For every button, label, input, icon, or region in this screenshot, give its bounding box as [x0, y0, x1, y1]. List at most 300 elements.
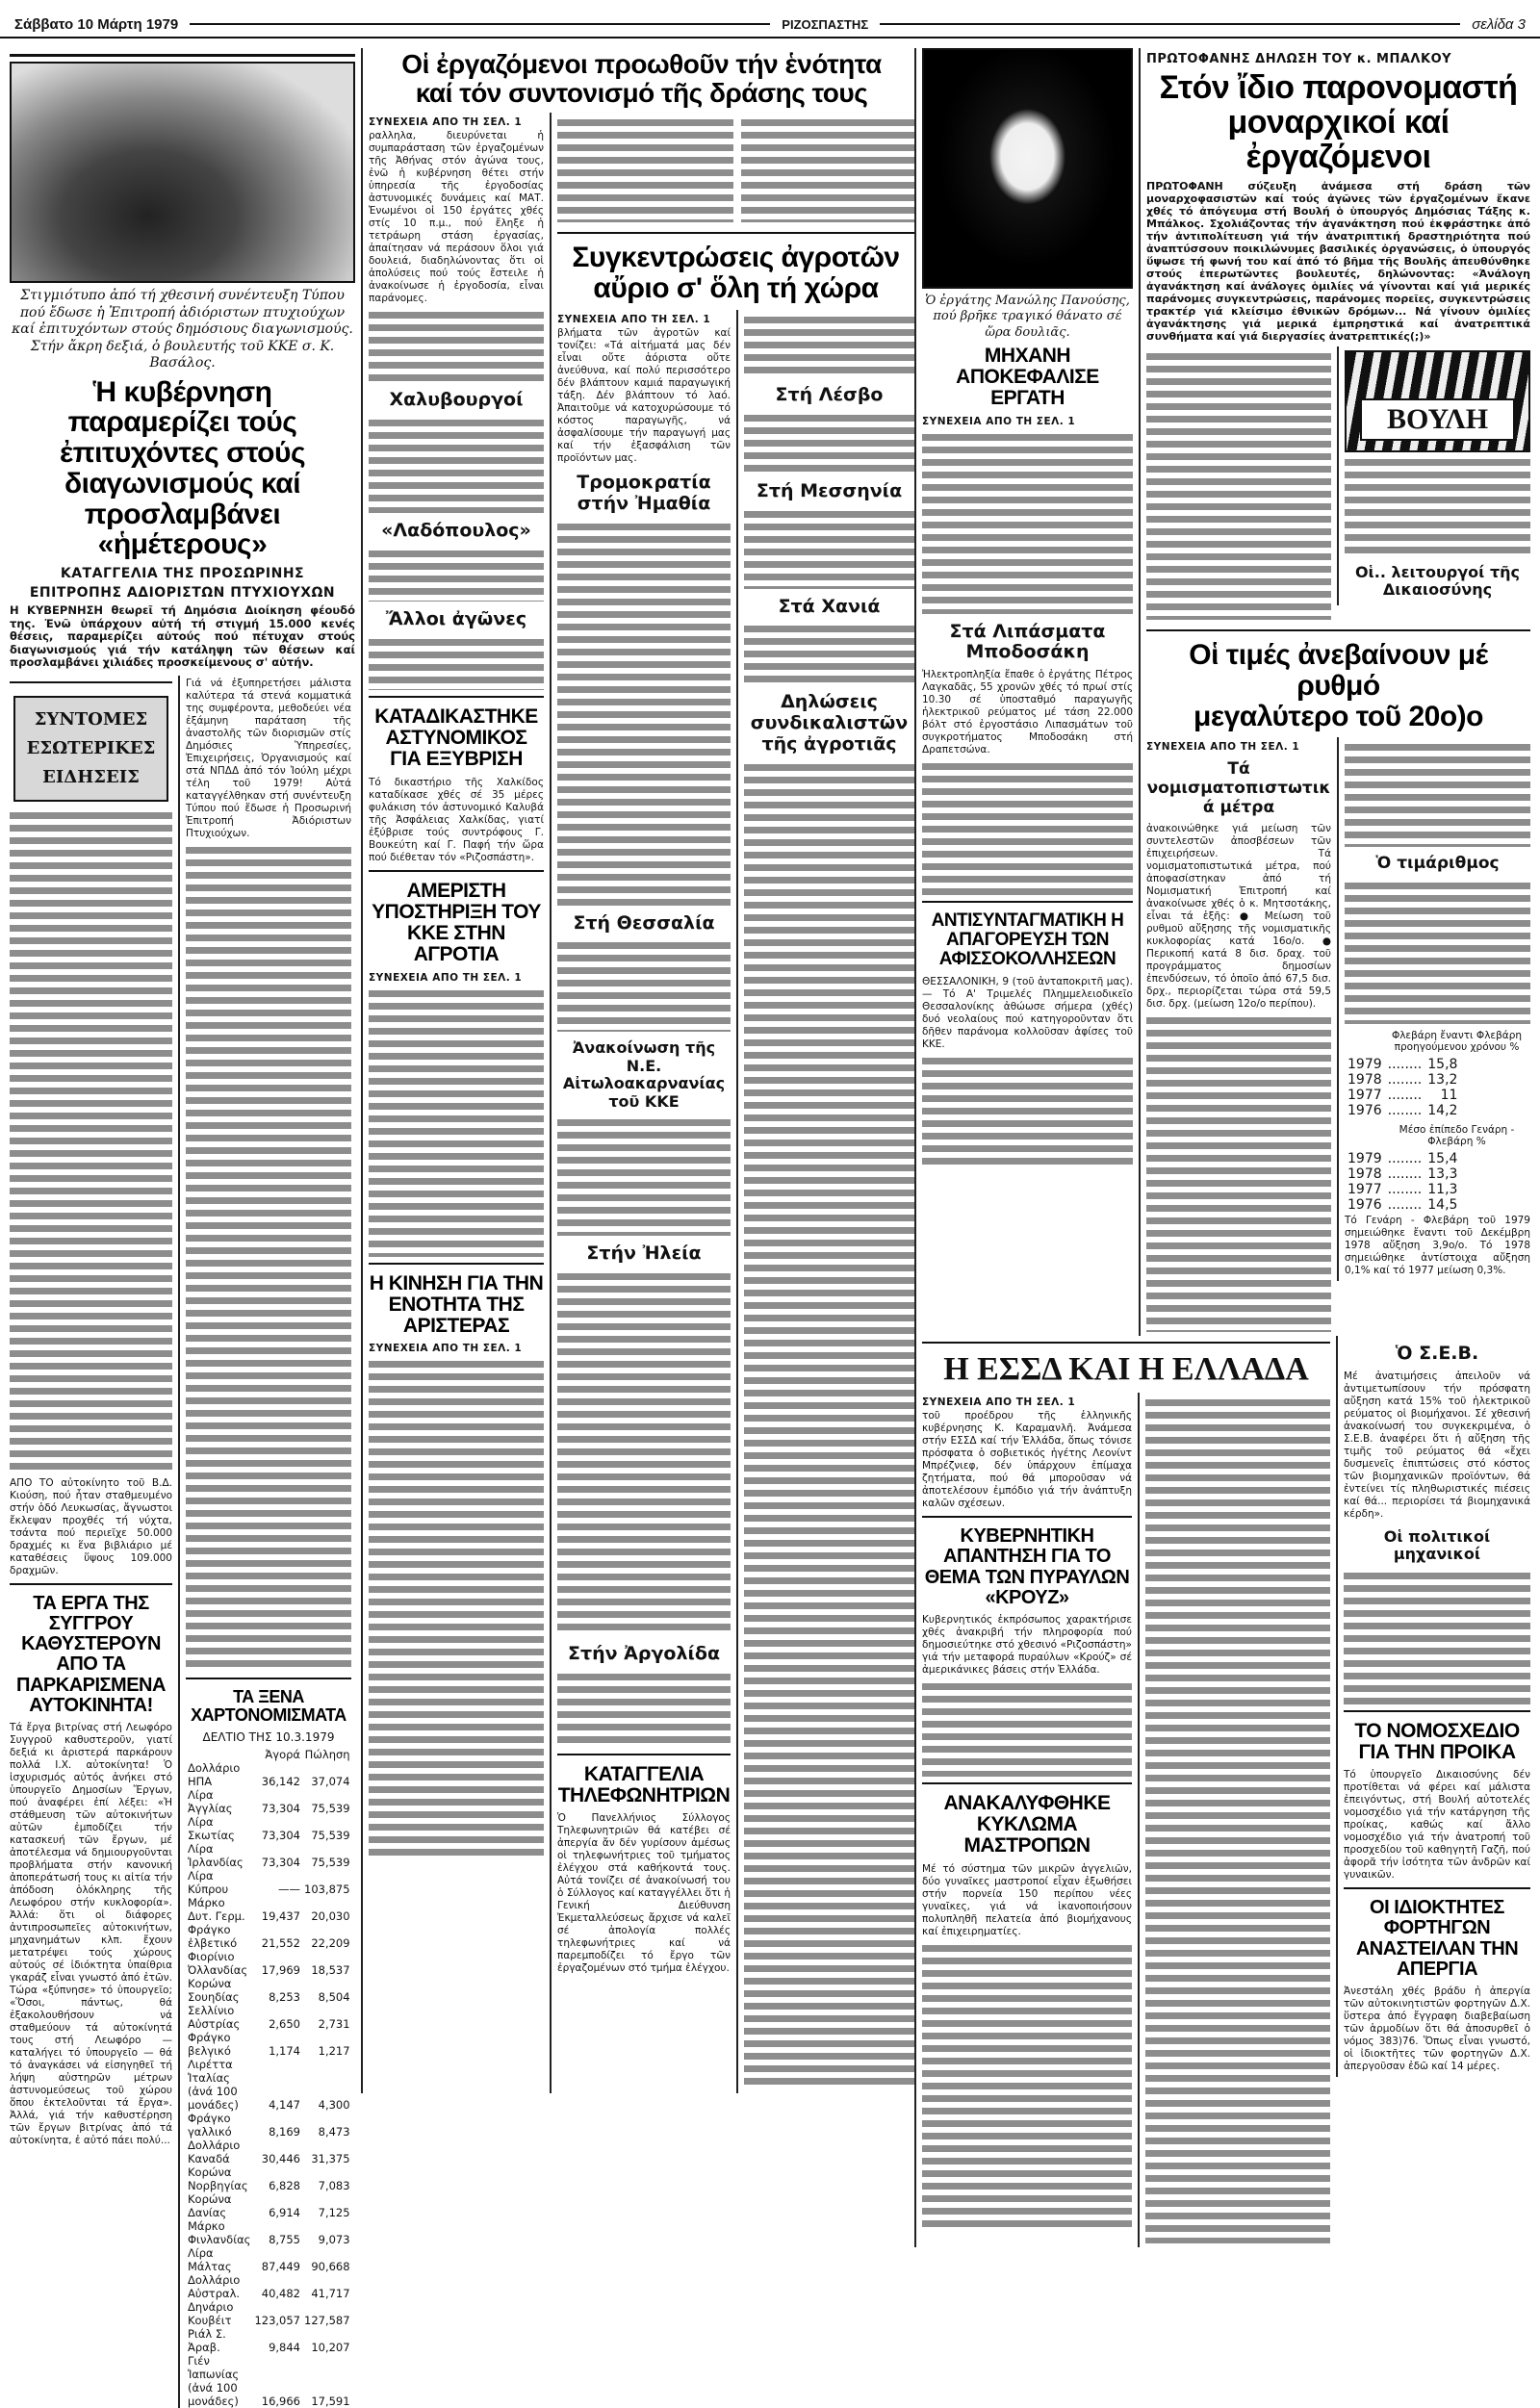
headline-worker-death [922, 346, 1133, 410]
text-column [741, 116, 914, 222]
column-left [10, 48, 361, 2408]
right-columns [1139, 48, 1530, 1336]
headline-left-unity [369, 1273, 544, 1338]
kicker-1: ΚΑΤΑΓΓΕΛΙΑ ΤΗΣ ΠΡΟΣΩΡΙΝΗΣ [60, 566, 305, 582]
index-row [1345, 1057, 1460, 1072]
dowry-body: Τό ὑπουργεῖο Δικαιοσύνης δέν προτίθεται νά φέρει καί μάλιστα ἐπειγόντως, στή Βουλή αὐτοτελές νομοσχέδιο γιά τήν κατάργηση τῆς προίκας, καθώς καί ἄλλο νομοσχέδιο γιά τήν ἀνατροπή τοῦ προσχεδίου τοῦ καθηγητῆ Γαζῆ, πού ἀφορᾶ τήν ἰσότητα τῶν ἀνδρῶν καί γυναικῶν. [1344, 1769, 1530, 1882]
currency-buy: —— [278, 1882, 300, 1896]
headline-cruise-missiles [922, 1526, 1132, 1608]
currency-sell: 9,073 [318, 2232, 350, 2246]
continued-label: ΣΥΝΕΧΕΙΑ ΑΠΟ ΤΗ ΣΕΛ. 1 [922, 415, 1076, 427]
seb-body: Μέ ἀνατιμήσεις ἀπειλοῦν νά ἀντιμετωπίσουν τήν πρόσφατη αὔξηση κατά 15% τοῦ ἠλεκτρικοῦ ρεύματος οἱ βιομήχανοι. Σέ χθεσινή ἀνακοίνωσή του συγκεκριμένα, ὁ Σ.Ε.Β. ἀναφέρει ὅτι ἡ αὔξηση τῆς τιμῆς τοῦ ρεύματος θά «ἔχει δυσμενεῖς ἐπιπτώσεις στό κόστος τῶν βιομηχανικῶν προϊόντων, θά ἐντείνει τίς πληθωριστικές πιέσεις καί θά... περιορίσει τά βιομηχανικά κέρδη». [1344, 1370, 1530, 1520]
headline-dowry [1344, 1721, 1530, 1764]
text-column [922, 431, 1133, 614]
col-sell: Πώληση [304, 1747, 350, 1761]
subhead-monetary: Τά νομισματοπιστωτικά μέτρα [1146, 759, 1331, 817]
left-subcolumn-1 [10, 676, 178, 2151]
currency-buy: 36,142 [261, 1774, 300, 1788]
text-column [922, 1942, 1132, 2231]
currency-buy: 8,169 [269, 2124, 300, 2139]
currency-name: Μάρκο Φινλανδίας [188, 2218, 251, 2246]
ussr-body: τοῦ προέδρου τῆς ἑλληνικῆς κυβέρνησης Κ. Καραμανλῆ. Ἀνάμεσα στήν ΕΣΣΔ καί τήν Ἑλλάδα, ὅπως τόνισε πρόσφατα ὁ σοβιετικός ἡγέτης Λεονίντ Μπρέζνιεφ, δέν ὑπάρχουν ἐπίμαχα ζητήματα, πού θά μποροῦσαν νά ἀποτελέσουν ἐμπόδιο γιά τήν ἀνάπτυξη καλῶν σχέσεων. [922, 1410, 1132, 1510]
currency-buy: 17,969 [261, 1962, 300, 1977]
ussr-subcolumn-2 [1138, 1393, 1330, 2247]
text-column [1344, 1570, 1530, 1704]
currency-name: Κορώνα Νορβηγίας [188, 2165, 248, 2192]
left-subcolumn-2 [178, 676, 351, 2408]
currency-sell: 75,539 [311, 1801, 350, 1815]
col-buy: Ἀγορά [265, 1747, 300, 1761]
price-index-table-2 [1345, 1151, 1460, 1213]
text-column [922, 760, 1133, 895]
currency-row [186, 2219, 352, 2246]
divider [10, 54, 355, 62]
index-year: 1978 [1348, 1072, 1382, 1089]
currency-sell: 20,030 [311, 1908, 350, 1923]
text-column [744, 761, 914, 2089]
headline-syngrou [10, 1594, 172, 1716]
index-value: 13,3 [1427, 1166, 1458, 1183]
currency-row [186, 1923, 352, 1950]
text-column [369, 548, 544, 602]
headline-text: ΤΟ ΝΟΜΟΣΧΕΔΙΟ ΓΙΑ ΤΗΝ ΠΡΟΙΚΑ [1354, 1719, 1520, 1763]
subhead-messinia: Στή Μεσσηνία [756, 479, 903, 501]
headline-prices [1146, 640, 1530, 731]
headline-poster-ban [922, 911, 1133, 969]
index-year: 1977 [1348, 1182, 1382, 1198]
graduates-body: Γιά νά ἐξυπηρετήσει μάλιστα καλύτερα τά στενά κομματικά της συμφέροντα, μεθοδεύει νέα ἐξάμηνη παράταση τῆς ἀναστολῆς τῶν διορισμῶν στίς Δημόσιες Ὑπηρεσίες, Ἐπιχειρήσεις, Ὀργανισμούς καί στά ΝΠΔΔ ἀπό τόν Ἰούλη μέχρι τέλη τοῦ 1979! Αὐτά καταγγέλθηκαν στή συνέντευξη Τύπου πού ἔδωσε ἡ Προσωρινή Ἐπιτροπή Ἀδιόριστων Πτυχιούχων. [186, 677, 351, 839]
divider [922, 1342, 1330, 1348]
center-subcolumn-c [736, 310, 914, 2093]
text-column [744, 508, 914, 589]
currency-row [186, 2246, 352, 2273]
right-bottom [922, 1336, 1530, 2247]
currency-name: Δολλάριο Αὐστραλ. [188, 2272, 241, 2300]
index-year: 1979 [1348, 1151, 1382, 1167]
divider [369, 870, 544, 877]
currency-name: Ριάλ Σ. Ἀραβ. [188, 2326, 226, 2354]
header-rule [190, 23, 770, 25]
headline-balkos [1146, 70, 1530, 174]
text-column [369, 309, 544, 382]
currency-sell: 8,473 [318, 2124, 350, 2139]
index-value: 11 [1440, 1088, 1458, 1104]
currency-row [186, 2112, 352, 2139]
worker-portrait-photo [922, 48, 1133, 289]
currency-row [186, 1950, 352, 1977]
continued-label: ΣΥΝΕΧΕΙΑ ΑΠΟ ΤΗ ΣΕΛ. 1 [369, 116, 523, 129]
right-subcolumn-e-bottom [1336, 1336, 1530, 2077]
currency-name: Δηνάριο Κουβέιτ [188, 2299, 234, 2327]
divider [922, 1782, 1132, 1789]
headline-line: μοναρχικοί καί ἐργαζόμενοι [1227, 104, 1450, 176]
leader-dots: ........ [1387, 1088, 1423, 1104]
currency-sell: 17,591 [311, 2394, 350, 2408]
text-column [744, 314, 914, 377]
headline-line: μεγαλύτερο τοῦ 20ο)ο [1194, 700, 1483, 732]
currency-buy: 9,844 [269, 2340, 300, 2354]
divider [1146, 629, 1530, 636]
headline-line: Στόν ἴδιο παρονομαστή [1159, 69, 1518, 106]
center-subcolumns-bc [550, 113, 914, 2093]
headline-text: ΚΑΤΑΓΓΕΛΙΑ ΤΗΛΕΦΩΝΗΤΡΙΩΝ [557, 1762, 731, 1806]
currency-row [186, 2004, 352, 2031]
divider [1344, 1710, 1530, 1717]
photo-caption: Στιγμιότυπο ἀπό τή χθεσινή συνέντευξη Τύπου πού ἔδωσε ἡ Ἐπιτροπή ἀδιόριστων πτυχιούχων καί ἐπιτυχόντων στούς δημόσιους διαγωνισμούς. Στήν ἄκρη δεξιά, ὁ βουλευτής τοῦ ΚΚΕ σ. Κ. Βασάλος. [12, 288, 353, 371]
subhead-aitoloakarnania: Ἀνακοίνωση τῆς Ν.Ε. Αἰτωλοακαρνανίας τοῦ ΚΚΕ [562, 1038, 726, 1111]
phone-body: Ὁ Πανελλήνιος Σύλλογος Τηλεφωνητριῶν θά κατέβει σέ ἀπεργία ἄν δέν γυρίσουν ἀμέσως οἱ τηλεφωνήτριες τοῦ τμήματος ἐλέγχου στά καθήκοντά τους. Αὐτά τονίζει σέ ἀνακοίνωσή του ὁ Σύλλογος καί καταγγέλλει ὅτι ἡ Γενική Διεύθυνση Ἐκμεταλλεύσεως ἄρχισε νά καλεῖ σέ ἀπολογία πολλές τηλεφωνήτριες καί νά παρεμποδίζει τό ἔργο τῶν ἐργαζομένων στό τμήμα ἐλέγχου. [557, 1812, 731, 1975]
divider [186, 1678, 351, 1684]
ussr-area [922, 1336, 1336, 2247]
currency-name: Λίρα Ἰρλανδίας [188, 1841, 244, 1869]
text-column [10, 809, 172, 1473]
headline-text: ΜΗΧΑΝΗ ΑΠΟΚΕΦΑΛΙΣΕ ΕΡΓΑΤΗ [956, 344, 1099, 410]
briefs-box [13, 696, 168, 802]
currency-buy: 73,304 [261, 1855, 300, 1869]
center-subcolumn-a [369, 113, 550, 1862]
text-column [369, 987, 544, 1257]
currency-name: Κορώνα Δανίας [188, 2191, 232, 2219]
header-rule [880, 23, 1460, 25]
index-year: 1976 [1348, 1197, 1382, 1214]
currency-sell: 37,074 [311, 1774, 350, 1788]
text-column [557, 116, 733, 222]
parliament-logo-text: ΒΟΥΛΗ [1360, 398, 1515, 441]
currency-row [186, 1842, 352, 1869]
column-center [361, 48, 914, 2093]
prices-body: ἀνακοινώθηκε γιά μείωση τῶν συντελεστῶν ἀποσβέσεων τῶν ἐπιχειρήσεων. Τά νομισματοπιστωτικά μέτρα, πού ἀποφασίστηκαν ἀπό τή Νομισματική Ἐπιτροπή καί ἀνακοίνωσε χθές ὁ κ. Μητσοτάκης, εἶναι τά ἑξῆς: ● Μείωση τοῦ ρυθμοῦ αὔξησης τῆς νομισματικῆς κυκλοφορίας κατά 16ο/ο. ● Περικοπή κατά 8 δισ. δραχ. τοῦ προγράμματος δημοσίων ἐπενδύσεων, τό ὁποῖο ἀπό 67,5 δισ. δρχ., περιορίζεται τώρα στά 59,5 δισ. δρχ. (μείωση 12ο/ο περίπου). [1146, 823, 1331, 1011]
currency-header-row [186, 1748, 352, 1761]
subhead-steelworkers: Χαλυβουργοί [389, 389, 524, 411]
index-year: 1976 [1348, 1103, 1382, 1119]
text-column [922, 1680, 1132, 1777]
leader-dots: ........ [1387, 1151, 1423, 1167]
currency-sell: 7,083 [318, 2178, 350, 2192]
currency-name: Κορώνα Σουηδίας [188, 1976, 240, 2004]
index-year: 1979 [1348, 1057, 1382, 1073]
index-row [1345, 1088, 1460, 1103]
currency-sell: 10,207 [311, 2340, 350, 2354]
currency-name: Φράγκο ἐλβετικό [188, 1922, 238, 1950]
text-column [557, 1116, 731, 1236]
continued-label: ΣΥΝΕΧΕΙΑ ΑΠΟ ΤΗ ΣΕΛ. 1 [369, 971, 523, 984]
divider [557, 232, 914, 239]
currency-sell: 41,717 [311, 2286, 350, 2300]
currency-sell: 103,875 [304, 1882, 350, 1896]
currency-row [186, 1761, 352, 1788]
briefs-line: ΣΥΝΤΟΜΕΣ [34, 708, 148, 730]
lead-graduates: Η ΚΥΒΕΡΝΗΣΗ θεωρεῖ τή Δημόσια Διοίκηση φέουδό της. Ἐνῶ ὑπάρχουν αὐτή τή στιγμή 15.000 κενές θέσεις, παραμερίζει αὐτούς πού πέτυχαν στούς διαγωνισμούς γιά τήν κατάληψη τῶν θέσεων καί προσλαμβάνει χιλιάδες προσκείμενους σ' αὐτήν. [10, 603, 355, 670]
currency-row [186, 2139, 352, 2165]
currency-buy: 40,482 [261, 2286, 300, 2300]
currency-sell: 7,125 [318, 2205, 350, 2219]
divider [369, 1263, 544, 1269]
brief-item: ΑΠΟ ΤΟ αὐτοκίνητο τοῦ Β.Δ. Κιούση, πού ἦταν σταθμευμένο στήν ὁδό Λευκωσίας, ἄγνωστοι ἔκλεψαν προχθές τή νύχτα, τσάντα πού περιεῖχε 50.000 δραχμές κι ἕνα βιβλιάριο μέ καταθέσεις ὕψους 109.000 δραχμῶν. [10, 1476, 172, 1576]
headline-text: Ἡ κυβέρνηση παραμερίζει τούς ἐπιτυχόντες στούς διαγωνισμούς καί προσλαμβάνει «ἡμέτερους» [59, 375, 306, 561]
index-value: 11,3 [1427, 1182, 1458, 1198]
page-body [0, 38, 1540, 2408]
ussr-subcolumn-1 [922, 1393, 1138, 2235]
headline-farmers [557, 243, 914, 304]
currency-name: Δολλάριο ΗΠΑ [188, 1760, 241, 1788]
parliament-logo [1345, 350, 1530, 452]
currency-name: Λίρα Σκωτίας [188, 1814, 235, 1842]
headline-line: καί τόν συντονισμό τῆς δράσης τους [415, 77, 868, 108]
issue-date: Σάββατο 10 Μάρτη 1979 [14, 15, 179, 33]
leader-dots: ........ [1387, 1182, 1423, 1198]
currency-sell: 1,217 [318, 2043, 350, 2058]
currency-name: Φιορίνιο Ὀλλανδίας [188, 1949, 248, 1977]
leader-dots: ........ [1387, 1197, 1423, 1214]
text-column [1345, 880, 1530, 1024]
kicker-2: ΕΠΙΤΡΟΠΗΣ ΑΔΙΟΡΙΣΤΩΝ ΠΤΥΧΙΟΥΧΩΝ [29, 585, 336, 602]
currency-row [186, 2354, 352, 2408]
index-note: Τό Γενάρη - Φλεβάρη τοῦ 1979 σημειώθηκε ἔναντι τοῦ Δεκέμβρη 1978 αὔξηση 3,9ο/ο. Τό 1978 σημειώθηκε ἀντίστοιχα αὔξηση 0,1% καί τό 1977 μείωση 0,3%. [1345, 1215, 1530, 1277]
subhead-other-struggles: Ἄλλοι ἀγῶνες [385, 608, 527, 630]
syngrou-body: Τά ἔργα βιτρίνας στή Λεωφόρο Συγγροῦ καθυστεροῦν, γιατί δεξιά κι ἀριστερά παρκάρουν πολλά Ι.Χ. αὐτοκίνητα! Ὁ ἰσχυρισμός αὐτός ἀνήκει στό ὑπουργεῖο Δημοσίων Ἔργων, πού ἀναφέρει ἐπί λέξει: «Ἡ στάθμευση τῶν αὐτοκινήτων αὐτῶν ἐμποδίζει τήν κατασκευή τῶν ἔργων, μέ ἀποτέλεσμα νά δημιουργοῦνται προβλήματα στήν κανονική ἀποπεράτωσή τους κι αἰτία τήν ἀπόδοση ὁλόκληρης τῆς Λεωφόρου στήν κυκλοφορία». Ἀλλά: ὅτι οἱ διάφορες ἀντιπροσωπεῖες αὐτοκινήτων, μηχανημάτων κλπ. ἔχουν μετατρέψει τούς χώρους αὐτούς σέ ἰδιόκτητα ὑπαίθρια γκαράζ εἶναι γνωστό ἀπό ἐτῶν. Τώρα «ξύπνησε» τό ὑπουργεῖο; «Ὅσοι, πάντως, θά ἐξακολουθήσουν νά σταθμεύουν τά αὐτοκίνητά τους στή Λεωφόρο — καταλήγει τό ὑπουργεῖο — θά τό ἀναγκάσει νά εἰσηγηθεῖ τή λήψη αὐστηρῶν μέτρων ἀστυνομεύσεως τοῦ χώρου ὅπου ἐκτελοῦνται τά ἔργα». Ἀλλά, γιά τήν καθυστέρηση τῶν ἔργων βιτρίνας ἀπό τά αὐτοκίνητα, ἐ αὐτό πάει πολύ... [10, 1721, 172, 2146]
briefs-title [15, 705, 167, 792]
currency-row [186, 2192, 352, 2219]
headline-workers [369, 50, 914, 107]
briefs-line: ΕΣΩΤΕΡΙΚΕΣ [26, 737, 156, 758]
workers-body: ραλληλα, διευρύνεται ἡ συμπαράσταση τῶν ἐργαζομένων τῆς Ἀθήνας στόν ἀγώνα τους, ἐνῶ ἡ κυβέρνηση θέτει στήν ὑπηρεσία τῆς ἐργοδοσίας ἀστυνομικές δυνάμεις καί ΜΑΤ. Ἑνωμένοι οἱ 150 ἐργάτες χθές στίς 10 π.μ., πού ἔληξε ἡ τετράωρη στάση ἐργασίας, ἀπαίτησαν νά περάσουν ὅλοι γιά δουλειά, διαδηλώνοντας ὅτι οἱ ἀπολύσεις πού τούς ἔστειλε ἡ ἀνακοίνωσε ἡ ἐργοδοσία, εἶναι παράνομες. [369, 130, 544, 305]
index-value: 15,4 [1427, 1151, 1458, 1167]
right-subcolumn-e [1337, 346, 1530, 605]
text-column [369, 636, 544, 690]
currency-row [186, 2165, 352, 2192]
page-header [0, 0, 1540, 38]
headline-text: ΟΙ ΙΔΙΟΚΤΗΤΕΣ ΦΟΡΤΗΓΩΝ ΑΝΑΣΤΕΙΛΑΝ ΤΗΝ ΑΠΕΡΓΙΑ [1355, 1897, 1519, 1980]
right-top [922, 48, 1530, 1336]
headline-police [369, 706, 544, 771]
index-heading-1: Φλεβάρη ἔναντι Φλεβάρη προηγούμενου χρόνου % [1391, 1030, 1523, 1054]
currency-buy: 73,304 [261, 1828, 300, 1842]
police-body: Τό δικαστήριο τῆς Χαλκίδος καταδίκασε χθές σέ 35 μέρες φυλάκιση τόν ἀστυνομικό Καλυβά τῆς Ἀσφάλειας Χαλκίδας, γιατί ἐξύβρισε τούς συντρόφους Γ. Βουκεύτη καί Γ. Παφή τήν ὥρα πού διέθεταν τόν «Ριζοσπάστη». [369, 776, 544, 863]
masthead: ΡΙΖΟΣΠΑΣΤΗΣ [782, 16, 869, 32]
currency-buy: 1,174 [269, 2043, 300, 2058]
subhead-fertilizers: Στά Λιπάσματα Μποδοσάκη [949, 620, 1106, 663]
subhead-ladopoulos: «Λαδόπουλος» [381, 520, 531, 542]
balkos-kicker: ΠΡΩΤΟΦΑΝΗΣ ΔΗΛΩΣΗ ΤΟΥ κ. ΜΠΑΛΚΟΥ [1146, 52, 1452, 66]
currency-row [186, 1788, 352, 1815]
continued-label: ΣΥΝΕΧΕΙΑ ΑΠΟ ΤΗ ΣΕΛ. 1 [922, 1396, 1076, 1409]
text-column [557, 1270, 731, 1636]
farmers-body: βλήματα τῶν ἀγροτῶν καί τονίζει: «Τά αἰτήματά μας δέν εἶναι οὔτε ἀόριστα οὔτε ἀνεύθυνα, καί πολύ περισσότερο δέν βλάπτουν καμιά παραγωγική τάξη. Δέν βλάπτουν τό λαό. Ἀπαιτοῦμε νά κατοχυρώσουμε τό κόστος παραγωγῆς, νά ἀσφαλίσουμε τήν παραγωγή μας καί τήν ἐξασφάλιση τῶν προϊόντων μας. [557, 326, 731, 464]
text-column [1345, 456, 1530, 556]
balkos-subcolumns [1146, 346, 1530, 624]
currency-row [186, 1896, 352, 1923]
headline-phone-operators [557, 1764, 731, 1807]
currency-buy: 8,755 [269, 2232, 300, 2246]
text-column [557, 521, 731, 906]
subhead-justice: Οἱ.. λειτουργοί τῆς Δικαιοσύνης [1354, 563, 1521, 600]
currency-row [186, 2058, 352, 2112]
subhead-unionists: Δηλώσεις συνδικαλιστῶν τῆς ἀγροτιᾶς [750, 691, 909, 756]
headline-line: αὔριο σ' ὅλη τή χώρα [593, 272, 879, 305]
page-number: σελίδα 3 [1472, 15, 1526, 33]
subhead-lesvos: Στή Λέσβο [775, 383, 884, 405]
currency-buy: 19,437 [261, 1908, 300, 1923]
headline-text: ΚΥΒΕΡΝΗΤΙΚΗ ΑΠΑΝΤΗΣΗ ΓΙΑ ΤΟ ΘΕΜΑ ΤΩΝ ΠΥΡΑΥΛΩΝ «ΚΡΟΥΖ» [924, 1525, 1130, 1608]
currency-name: Φράγκο βελγικό [188, 2030, 231, 2058]
index-row [1345, 1197, 1460, 1213]
currency-row [186, 2273, 352, 2300]
center-subcolumns [369, 113, 914, 2093]
currency-name: Λίρα Ἀγγλίας [188, 1787, 233, 1815]
subhead-price-index: Ὁ τιμάριθμος [1375, 854, 1500, 874]
headline-graduates [10, 377, 355, 561]
briefs-line: ΕΙΔΗΣΕΙΣ [42, 766, 140, 787]
headline-ussr-greece: Η ΕΣΣΔ ΚΑΙ Η ΕΛΛΑΔΑ [943, 1351, 1309, 1388]
headline-text: ΚΑΤΑΔΙΚΑΣΤΗΚΕ ΑΣΤΥΝΟΜΙΚΟΣ ΓΙΑ ΕΞΥΒΡΙΣΗ [374, 704, 538, 771]
continued-label: ΣΥΝΕΧΕΙΑ ΑΠΟ ΤΗ ΣΕΛ. 1 [1146, 741, 1300, 754]
balkos-lead: ΠΡΩΤΟΦΑΝΗ σύζευξη ἀνάμεσα στή δράση τῶν μοναρχοφασιστῶν καί τούς ἀγῶνες τῶν ἐργαζομένων ἔκανε χθές τό ἀπόγευμα στή Βουλή ὁ ὑπουργός Δημόσιας Τάξης κ. Μπάλκος. Σχολιάζοντας τήν ἀγανάκτηση πού ἐκφράστηκε ἀπό τήν ἀντιπολίτευση γιά τήν ἀνατριπτική δραστηριότητα πού ἀναπτύσσουν ποικιλώνυμες βασιλικές ὀργανώσεις, ὁ ὑπουργός ὕψωσε τή φωνή του καί ἀπό τό βῆμα τῆς Βουλῆς ἀπευθύνθηκε στούς ἐπερωτῶντες βουλευτές, δηλώνοντας: «Ἀνάλογη ἀγανάκτηση καί ἀνάλογες ὁμιλίες νά γίνονται καί γιά μερικές παράνομες συγκεντρώσεις, παράνομες πορεῖες, συγκεντρώσεις τρακτέρ γιά κλείσιμο ἐθνικῶν δρόμων... Νά γίνουν ὁμιλίες ἀγανάκτησης γιά μερικά ἐμπρηστικά καί ἀνατρεπτικά συνθήματα καί γιά διεργασίες ἀνατρεπτικές(;)» [1146, 180, 1530, 344]
bc-bottom [557, 310, 914, 2093]
trucks-body: Ἀνεστάλη χθές βράδυ ἡ ἀπεργία τῶν αὐτοκινητιστῶν φορτηγῶν Δ.Χ. ὕστερα ἀπό ἔγγραφη διαβεβαίωση τῶν ἁρμοδίων ὅτι θά ἀποσυρθεῖ ὁ νόμος 383)76. Ὅπως εἶναι γνωστό, οἱ ἰδιοκτῆτες τῶν φορτηγῶν Δ.Χ. ἀπεργοῦσαν ἐδῶ καί 14 μέρες. [1344, 1985, 1530, 2072]
currency-buy: 73,304 [261, 1801, 300, 1815]
currency-sell: 4,300 [318, 2097, 350, 2112]
worker-photo-caption: Ὁ ἐργάτης Μανώλης Πανούσης, πού βρῆκε τραγικό θάνατο σέ ὥρα δουλιᾶς. [925, 294, 1130, 340]
currency-buy: 2,650 [269, 2016, 300, 2031]
ring-body: Μέ τό σύστημα τῶν μικρῶν ἀγγελιῶν, δύο γυναῖκες μαστροποί εἶχαν ἐξωθήσει στήν πορνεία 150 περίπου νέες γυναῖκες, γιά νά ἱκανοποιήσουν πολυπληθῆ πελατεία ἀπό βιομήχανους καί ἐπιχειρηματίες. [922, 1862, 1132, 1937]
subhead-thessaly: Στή Θεσσαλία [573, 911, 715, 934]
leader-dots: ........ [1387, 1166, 1423, 1183]
currency-sell: 90,668 [311, 2259, 350, 2273]
currency-buy: 6,914 [269, 2205, 300, 2219]
photo-column [922, 48, 1139, 1174]
index-row [1345, 1151, 1460, 1166]
index-value: 14,2 [1427, 1103, 1458, 1119]
divider [10, 1583, 172, 1590]
currency-row [186, 2300, 352, 2327]
currency-row [186, 1869, 352, 1896]
leader-dots: ........ [1387, 1072, 1423, 1089]
currency-name: Λίρα Μάλτας [188, 2245, 232, 2273]
text-column [922, 1055, 1133, 1170]
headline-text: ΑΜΕΡΙΣΤΗ ΥΠΟΣΤΗΡΙΞΗ ΤΟΥ ΚΚΕ ΣΤΗΝ ΑΓΡΟΤΙΑ [372, 879, 541, 966]
currency-sell: 22,209 [311, 1935, 350, 1950]
headline-ring [922, 1793, 1132, 1857]
text-column [1146, 1014, 1331, 1332]
text-column [369, 417, 544, 513]
index-value: 13,2 [1427, 1072, 1458, 1089]
currency-buy: 21,552 [261, 1935, 300, 1950]
text-column [1345, 741, 1530, 847]
headline-text: ΤΑ ΕΡΓΑ ΤΗΣ ΣΥΓΓΡΟΥ ΚΑΘΥΣΤΕΡΟΥΝ ΑΠΟ ΤΑ ΠΑΡΚΑΡΙΣΜΕΝΑ ΑΥΤΟΚΙΝΗΤΑ! [16, 1592, 166, 1716]
subhead-ilia: Στήν Ἠλεία [586, 1242, 702, 1265]
text-column [744, 623, 914, 684]
divider [557, 1754, 731, 1760]
continued-label: ΣΥΝΕΧΕΙΑ ΑΠΟ ΤΗ ΣΕΛ. 1 [557, 313, 711, 325]
divider [369, 696, 544, 703]
prices-subcolumns [1146, 737, 1530, 1336]
currency-buy: 8,253 [269, 1989, 300, 2004]
headline-text: Η ΚΙΝΗΣΗ ΓΙΑ ΤΗΝ ΕΝΟΤΗΤΑ ΤΗΣ ΑΡΙΣΤΕΡΑΣ [369, 1271, 544, 1338]
currency-buy: 4,147 [269, 2097, 300, 2112]
index-value: 15,8 [1427, 1057, 1458, 1073]
headline-text: ΤΑ ΞΕΝΑ ΧΑΡΤΟΝΟΜΙΣΜΑΤΑ [191, 1686, 346, 1725]
price-index-table-1 [1345, 1057, 1460, 1118]
text-column [1146, 350, 1331, 620]
index-heading-2: Μέσο ἐπίπεδο Γενάρη - Φλεβάρη % [1399, 1124, 1515, 1148]
currency-row [186, 2031, 352, 2058]
subhead-engineers: Οἱ πολιτικοί μηχανικοί [1383, 1526, 1491, 1564]
currency-sell: 2,731 [318, 2016, 350, 2031]
prices-subcolumn-d [1146, 737, 1337, 1336]
currency-name: Φράγκο γαλλικό [188, 2111, 232, 2139]
index-row [1345, 1103, 1460, 1118]
currency-name: Δολλάριο Καναδά [188, 2138, 241, 2165]
currency-name: Λιρέττα Ἰταλίας (ἀνά 100 μονάδες) [188, 2057, 239, 2112]
leader-dots: ........ [1387, 1057, 1423, 1073]
currency-buy: 16,966 [261, 2394, 300, 2408]
currency-sell: 75,539 [311, 1828, 350, 1842]
fertilizers-body: Ἠλεκτροπληξία ἔπαθε ὁ ἐργάτης Πέτρος Λαγκαδᾶς, 55 χρονῶν χθές τό πρωί στίς 10.30 σέ ὑποσταθμό παραγωγῆς ἠλεκτρικοῦ ρεύματος μέ τάση 22.000 βόλτ στό ἐργοστάσιο Λιπασμάτων τοῦ συγκροτήματος Μποδοσάκη στή Δραπετσώνα. [922, 669, 1133, 756]
divider [922, 901, 1133, 908]
currency-buy: 87,449 [261, 2259, 300, 2273]
headline-line: Οἱ τιμές ἀνεβαίνουν μέ ρυθμό [1189, 639, 1488, 702]
currency-date: ΔΕΛΤΙΟ ΤΗΣ 10.3.1979 [202, 1729, 335, 1744]
index-row [1345, 1182, 1460, 1197]
currency-name: Σελλίνιο Αὐστρίας [188, 2003, 241, 2031]
currency-buy: 123,057 [254, 2313, 300, 2327]
left-subcolumns [10, 676, 355, 2408]
divider [922, 1516, 1132, 1523]
currency-row [186, 2327, 352, 2354]
text-column [1145, 1396, 1330, 2243]
text-column [744, 412, 914, 474]
headline-trucks [1344, 1898, 1530, 1980]
index-year: 1977 [1348, 1088, 1382, 1104]
poster-ban-body: ΘΕΣΣΑΛΟΝΙΚΗ, 9 (τοῦ ἀνταποκριτῆ μας). — Τό Α' Τριμελές Πλημμελειοδικεῖο Θεσσαλονίκης ἀθώωσε σήμερα (χθές) δυό νεολαίους πού κατηγοροῦνταν ὅτι δῆθεν παράνομα κολλοῦσαν ἀφίσες τοῦ ΚΚΕ. [922, 975, 1133, 1050]
text-column [186, 844, 351, 1672]
currency-sell: 31,375 [311, 2151, 350, 2165]
currency-row [186, 1977, 352, 2004]
index-year: 1978 [1348, 1166, 1382, 1183]
headline-line: Συγκεντρώσεις ἀγροτῶν [572, 242, 900, 274]
divider [10, 681, 172, 688]
subhead-imathia: Τρομοκρατία στήν Ἠμαθία [577, 471, 711, 514]
text-column [369, 1358, 544, 1858]
currency-buy: 6,828 [269, 2178, 300, 2192]
headline-line: Οἱ ἐργαζόμενοι προωθοῦν τήν ἑνότητα [401, 49, 882, 79]
subhead-chania: Στά Χανιά [778, 595, 881, 617]
center-subcolumn-b [557, 310, 736, 1979]
currency-row [186, 1815, 352, 1842]
currency-sell: 127,587 [304, 2313, 350, 2327]
currency-sell: 75,539 [311, 1855, 350, 1869]
cruise-body: Κυβερνητικός ἐκπρόσωπος χαρακτήρισε χθές ἀνακριβή τήν πληροφορία πού δημοσιεύτηκε στό χθεσινό «Ριζοσπάστη» γιά τήν μεταφορά πυραύλων «Κρούζ» σέ ἀμερικάνικες βάσεις στήν Ἑλλάδα. [922, 1613, 1132, 1676]
currency-buy: 30,446 [261, 2151, 300, 2165]
currency-name: Μάρκο Δυτ. Γερμ. [188, 1895, 245, 1923]
text-column [557, 1671, 731, 1748]
text-column [557, 939, 731, 1032]
currency-sell: 18,537 [311, 1962, 350, 1977]
divider [1344, 1887, 1530, 1894]
right-subcolumn-d [1146, 346, 1337, 624]
subhead-seb: Ὁ Σ.Ε.Β. [1395, 1343, 1479, 1365]
currency-name: Γιέν Ἰαπωνίας (ἀνά 100 μονάδες) [188, 2353, 240, 2408]
prices-subcolumn-e [1337, 737, 1530, 1281]
ussr-subcolumns [922, 1393, 1330, 2247]
continued-label: ΣΥΝΕΧΕΙΑ ΑΠΟ ΤΗ ΣΕΛ. 1 [369, 1343, 523, 1355]
currency-name: Λίρα Κύπρου [188, 1868, 229, 1896]
subhead-argolida: Στήν Ἀργολίδα [567, 1642, 721, 1664]
column-right-area [914, 48, 1530, 2247]
index-value: 14,5 [1427, 1197, 1458, 1214]
headline-support [369, 881, 544, 966]
index-row [1345, 1166, 1460, 1182]
